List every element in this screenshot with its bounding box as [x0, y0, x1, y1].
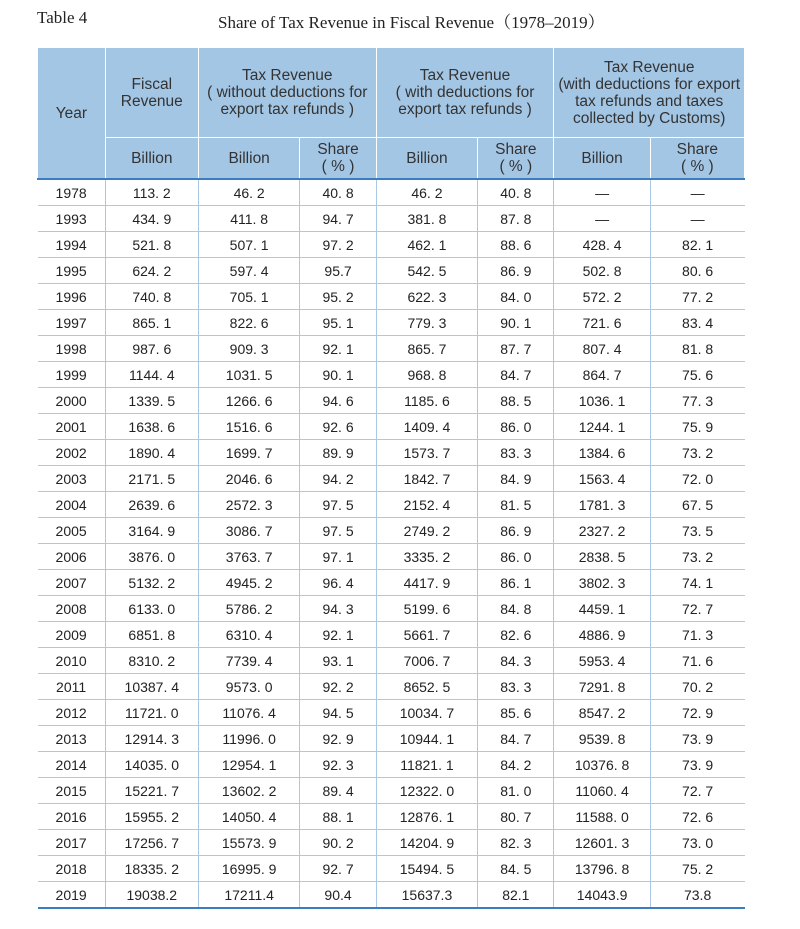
- cell-tax-customs-share: 77. 2: [650, 284, 744, 310]
- header-billion: Billion: [554, 138, 650, 180]
- cell-tax-with-share: 81. 0: [478, 778, 554, 804]
- table-body: [38, 179, 745, 908]
- table-row: [38, 752, 745, 778]
- cell-tax-customs-share: 72. 7: [650, 596, 744, 622]
- cell-year: 2000: [38, 388, 106, 414]
- cell-tax-without-billion: 507. 1: [198, 232, 300, 258]
- header-billion: Billion: [376, 138, 478, 180]
- cell-tax-without-billion: 12954. 1: [198, 752, 300, 778]
- cell-tax-with-billion: 779. 3: [376, 310, 478, 336]
- cell-tax-without-share: 96. 4: [300, 570, 376, 596]
- cell-tax-without-share: 94. 6: [300, 388, 376, 414]
- cell-tax-customs-share: 73. 9: [650, 726, 744, 752]
- cell-fiscal-revenue: 521. 8: [105, 232, 198, 258]
- cell-tax-without-billion: 13602. 2: [198, 778, 300, 804]
- cell-tax-customs-billion: 3802. 3: [554, 570, 650, 596]
- cell-tax-customs-billion: 1036. 1: [554, 388, 650, 414]
- cell-tax-without-share: 93. 1: [300, 648, 376, 674]
- cell-fiscal-revenue: 987. 6: [105, 336, 198, 362]
- cell-tax-without-share: 92. 1: [300, 336, 376, 362]
- cell-tax-without-share: 94. 3: [300, 596, 376, 622]
- table-row: [38, 336, 745, 362]
- cell-fiscal-revenue: 624. 2: [105, 258, 198, 284]
- cell-tax-without-share: 90. 2: [300, 830, 376, 856]
- cell-tax-with-share: 80. 7: [478, 804, 554, 830]
- cell-fiscal-revenue: 19038.2: [105, 882, 198, 909]
- cell-year: 2016: [38, 804, 106, 830]
- cell-year: 1994: [38, 232, 106, 258]
- cell-year: 2007: [38, 570, 106, 596]
- cell-tax-with-billion: 968. 8: [376, 362, 478, 388]
- table-row: [38, 284, 745, 310]
- cell-tax-with-share: 84. 7: [478, 726, 554, 752]
- cell-tax-with-share: 83. 3: [478, 440, 554, 466]
- cell-tax-without-billion: 11076. 4: [198, 700, 300, 726]
- cell-fiscal-revenue: 14035. 0: [105, 752, 198, 778]
- cell-tax-without-share: 92. 1: [300, 622, 376, 648]
- cell-tax-with-billion: 462. 1: [376, 232, 478, 258]
- cell-fiscal-revenue: 12914. 3: [105, 726, 198, 752]
- cell-tax-customs-billion: 4886. 9: [554, 622, 650, 648]
- cell-year: 2002: [38, 440, 106, 466]
- cell-tax-without-billion: 1516. 6: [198, 414, 300, 440]
- cell-year: 2012: [38, 700, 106, 726]
- cell-tax-with-share: 86. 0: [478, 414, 554, 440]
- cell-year: 2015: [38, 778, 106, 804]
- cell-tax-customs-billion: 8547. 2: [554, 700, 650, 726]
- cell-tax-customs-share: 72. 9: [650, 700, 744, 726]
- cell-year: 2014: [38, 752, 106, 778]
- table-row: [38, 830, 745, 856]
- cell-tax-with-billion: 12322. 0: [376, 778, 478, 804]
- table-row: [38, 440, 745, 466]
- cell-tax-customs-share: 75. 2: [650, 856, 744, 882]
- cell-tax-without-billion: 14050. 4: [198, 804, 300, 830]
- header-fiscal-revenue: Fiscal Revenue: [105, 48, 198, 138]
- table-row: [38, 856, 745, 882]
- cell-fiscal-revenue: 6851. 8: [105, 622, 198, 648]
- table-row: [38, 882, 745, 909]
- cell-tax-customs-billion: —: [554, 179, 650, 206]
- cell-tax-without-billion: 597. 4: [198, 258, 300, 284]
- cell-fiscal-revenue: 740. 8: [105, 284, 198, 310]
- cell-tax-with-billion: 10034. 7: [376, 700, 478, 726]
- cell-tax-with-billion: 542. 5: [376, 258, 478, 284]
- cell-tax-with-billion: 10944. 1: [376, 726, 478, 752]
- table-row: [38, 310, 745, 336]
- cell-tax-with-share: 84. 9: [478, 466, 554, 492]
- cell-fiscal-revenue: 2171. 5: [105, 466, 198, 492]
- cell-tax-customs-share: 83. 4: [650, 310, 744, 336]
- cell-year: 2004: [38, 492, 106, 518]
- cell-tax-without-share: 89. 9: [300, 440, 376, 466]
- cell-tax-without-share: 94. 2: [300, 466, 376, 492]
- cell-tax-customs-billion: 13796. 8: [554, 856, 650, 882]
- cell-tax-without-share: 92. 6: [300, 414, 376, 440]
- table-row: [38, 726, 745, 752]
- cell-tax-customs-billion: 14043.9: [554, 882, 650, 909]
- cell-tax-with-billion: 11821. 1: [376, 752, 478, 778]
- table-row: [38, 596, 745, 622]
- cell-tax-without-share: 94. 7: [300, 206, 376, 232]
- cell-tax-customs-billion: 502. 8: [554, 258, 650, 284]
- cell-tax-customs-billion: 428. 4: [554, 232, 650, 258]
- cell-tax-customs-billion: 11588. 0: [554, 804, 650, 830]
- cell-tax-with-share: 84. 2: [478, 752, 554, 778]
- table-row: [38, 179, 745, 206]
- cell-tax-with-share: 84. 3: [478, 648, 554, 674]
- cell-tax-with-billion: 865. 7: [376, 336, 478, 362]
- cell-tax-without-billion: 705. 1: [198, 284, 300, 310]
- table-row: [38, 206, 745, 232]
- table-row: [38, 232, 745, 258]
- cell-tax-customs-share: 82. 1: [650, 232, 744, 258]
- cell-year: 1998: [38, 336, 106, 362]
- cell-fiscal-revenue: 5132. 2: [105, 570, 198, 596]
- cell-tax-without-share: 40. 8: [300, 179, 376, 206]
- table-row: [38, 518, 745, 544]
- cell-tax-with-billion: 5661. 7: [376, 622, 478, 648]
- tax-share-table: [37, 47, 745, 909]
- cell-tax-customs-billion: 1781. 3: [554, 492, 650, 518]
- header-share: Share ( % ): [478, 138, 554, 180]
- cell-tax-without-share: 92. 9: [300, 726, 376, 752]
- header-tax-without-deductions: Tax Revenue ( without deductions for export tax refunds ): [198, 48, 376, 138]
- cell-tax-without-billion: 1699. 7: [198, 440, 300, 466]
- cell-tax-with-share: 88. 5: [478, 388, 554, 414]
- cell-tax-with-billion: 381. 8: [376, 206, 478, 232]
- cell-tax-customs-share: 73. 2: [650, 544, 744, 570]
- cell-year: 2008: [38, 596, 106, 622]
- cell-year: 2013: [38, 726, 106, 752]
- table-row: [38, 674, 745, 700]
- header-billion: Billion: [105, 138, 198, 180]
- cell-fiscal-revenue: 1638. 6: [105, 414, 198, 440]
- table-row: [38, 258, 745, 284]
- cell-tax-without-billion: 46. 2: [198, 179, 300, 206]
- cell-tax-without-share: 95.7: [300, 258, 376, 284]
- cell-tax-with-billion: 46. 2: [376, 179, 478, 206]
- cell-tax-without-billion: 7739. 4: [198, 648, 300, 674]
- cell-year: 1997: [38, 310, 106, 336]
- cell-tax-customs-billion: 5953. 4: [554, 648, 650, 674]
- cell-tax-with-share: 84. 8: [478, 596, 554, 622]
- cell-year: 1999: [38, 362, 106, 388]
- cell-tax-customs-billion: 807. 4: [554, 336, 650, 362]
- header-tax-with-deductions: Tax Revenue ( with deductions for export tax refunds ): [376, 48, 554, 138]
- cell-tax-with-share: 83. 3: [478, 674, 554, 700]
- cell-tax-without-billion: 6310. 4: [198, 622, 300, 648]
- cell-fiscal-revenue: 434. 9: [105, 206, 198, 232]
- cell-tax-with-share: 86. 0: [478, 544, 554, 570]
- cell-tax-customs-billion: 721. 6: [554, 310, 650, 336]
- cell-tax-without-share: 92. 7: [300, 856, 376, 882]
- table-row: [38, 570, 745, 596]
- cell-tax-without-billion: 1266. 6: [198, 388, 300, 414]
- cell-tax-with-share: 86. 9: [478, 518, 554, 544]
- cell-tax-with-billion: 14204. 9: [376, 830, 478, 856]
- cell-fiscal-revenue: 3876. 0: [105, 544, 198, 570]
- cell-tax-with-billion: 1409. 4: [376, 414, 478, 440]
- cell-tax-customs-billion: 10376. 8: [554, 752, 650, 778]
- cell-tax-with-share: 81. 5: [478, 492, 554, 518]
- cell-year: 2010: [38, 648, 106, 674]
- cell-tax-with-billion: 7006. 7: [376, 648, 478, 674]
- cell-tax-with-share: 85. 6: [478, 700, 554, 726]
- cell-fiscal-revenue: 865. 1: [105, 310, 198, 336]
- cell-tax-customs-share: —: [650, 206, 744, 232]
- cell-tax-customs-share: 73. 5: [650, 518, 744, 544]
- cell-tax-with-billion: 15494. 5: [376, 856, 478, 882]
- cell-tax-without-billion: 909. 3: [198, 336, 300, 362]
- cell-tax-without-share: 97. 5: [300, 492, 376, 518]
- cell-tax-with-billion: 2749. 2: [376, 518, 478, 544]
- cell-tax-customs-share: 74. 1: [650, 570, 744, 596]
- cell-year: 2001: [38, 414, 106, 440]
- cell-tax-without-share: 95. 2: [300, 284, 376, 310]
- cell-tax-customs-billion: 2838. 5: [554, 544, 650, 570]
- cell-tax-with-share: 82.1: [478, 882, 554, 909]
- cell-year: 2018: [38, 856, 106, 882]
- cell-tax-customs-billion: 1244. 1: [554, 414, 650, 440]
- cell-fiscal-revenue: 1144. 4: [105, 362, 198, 388]
- cell-fiscal-revenue: 17256. 7: [105, 830, 198, 856]
- header-billion: Billion: [198, 138, 300, 180]
- cell-year: 2011: [38, 674, 106, 700]
- cell-tax-without-billion: 16995. 9: [198, 856, 300, 882]
- cell-fiscal-revenue: 15955. 2: [105, 804, 198, 830]
- cell-tax-customs-share: 73. 0: [650, 830, 744, 856]
- cell-tax-with-billion: 3335. 2: [376, 544, 478, 570]
- table-label: Table 4: [37, 8, 88, 27]
- cell-fiscal-revenue: 11721. 0: [105, 700, 198, 726]
- cell-fiscal-revenue: 3164. 9: [105, 518, 198, 544]
- cell-year: 1978: [38, 179, 106, 206]
- cell-tax-with-share: 86. 9: [478, 258, 554, 284]
- cell-tax-without-billion: 3086. 7: [198, 518, 300, 544]
- cell-tax-with-share: 40. 8: [478, 179, 554, 206]
- cell-tax-without-billion: 11996. 0: [198, 726, 300, 752]
- cell-tax-without-billion: 822. 6: [198, 310, 300, 336]
- cell-fiscal-revenue: 1339. 5: [105, 388, 198, 414]
- header-year: Year: [38, 48, 106, 180]
- table-row: [38, 414, 745, 440]
- cell-tax-with-billion: 5199. 6: [376, 596, 478, 622]
- cell-tax-with-billion: 15637.3: [376, 882, 478, 909]
- table-row: [38, 700, 745, 726]
- cell-tax-customs-share: 67. 5: [650, 492, 744, 518]
- cell-tax-with-billion: 1573. 7: [376, 440, 478, 466]
- table-row: [38, 544, 745, 570]
- cell-tax-customs-share: 80. 6: [650, 258, 744, 284]
- cell-tax-customs-share: 73.8: [650, 882, 744, 909]
- cell-year: 2003: [38, 466, 106, 492]
- cell-fiscal-revenue: 10387. 4: [105, 674, 198, 700]
- cell-tax-customs-billion: 9539. 8: [554, 726, 650, 752]
- cell-tax-with-share: 87. 8: [478, 206, 554, 232]
- cell-tax-customs-share: 72. 0: [650, 466, 744, 492]
- cell-tax-without-billion: 15573. 9: [198, 830, 300, 856]
- cell-fiscal-revenue: 18335. 2: [105, 856, 198, 882]
- cell-tax-without-share: 92. 3: [300, 752, 376, 778]
- cell-tax-with-share: 88. 6: [478, 232, 554, 258]
- cell-tax-customs-billion: 2327. 2: [554, 518, 650, 544]
- cell-year: 1995: [38, 258, 106, 284]
- cell-tax-with-share: 90. 1: [478, 310, 554, 336]
- cell-tax-with-share: 82. 6: [478, 622, 554, 648]
- cell-tax-with-billion: 4417. 9: [376, 570, 478, 596]
- cell-tax-with-billion: 8652. 5: [376, 674, 478, 700]
- cell-tax-with-billion: 1185. 6: [376, 388, 478, 414]
- cell-tax-with-billion: 1842. 7: [376, 466, 478, 492]
- cell-tax-customs-billion: 864. 7: [554, 362, 650, 388]
- cell-tax-without-billion: 1031. 5: [198, 362, 300, 388]
- cell-tax-without-share: 97. 5: [300, 518, 376, 544]
- cell-tax-customs-share: 81. 8: [650, 336, 744, 362]
- table-row: [38, 362, 745, 388]
- cell-year: 1996: [38, 284, 106, 310]
- cell-tax-without-share: 97. 1: [300, 544, 376, 570]
- table-row: [38, 388, 745, 414]
- cell-tax-customs-billion: 4459. 1: [554, 596, 650, 622]
- cell-tax-with-share: 84. 5: [478, 856, 554, 882]
- cell-fiscal-revenue: 6133. 0: [105, 596, 198, 622]
- cell-tax-customs-share: 71. 3: [650, 622, 744, 648]
- cell-tax-with-billion: 12876. 1: [376, 804, 478, 830]
- cell-tax-customs-billion: 1563. 4: [554, 466, 650, 492]
- cell-tax-without-billion: 2046. 6: [198, 466, 300, 492]
- table-row: [38, 804, 745, 830]
- cell-tax-with-share: 84. 0: [478, 284, 554, 310]
- cell-tax-customs-share: 73. 9: [650, 752, 744, 778]
- cell-tax-without-share: 92. 2: [300, 674, 376, 700]
- cell-tax-with-share: 86. 1: [478, 570, 554, 596]
- cell-fiscal-revenue: 8310. 2: [105, 648, 198, 674]
- cell-tax-without-billion: 2572. 3: [198, 492, 300, 518]
- header-tax-customs-deductions: Tax Revenue (with deductions for export tax refunds and taxes collected by Customs): [554, 48, 745, 138]
- cell-tax-customs-billion: 12601. 3: [554, 830, 650, 856]
- cell-tax-without-billion: 17211.4: [198, 882, 300, 909]
- cell-tax-without-share: 89. 4: [300, 778, 376, 804]
- cell-year: 2005: [38, 518, 106, 544]
- header-share: Share ( % ): [300, 138, 376, 180]
- header-share: Share ( % ): [650, 138, 744, 180]
- cell-tax-with-share: 84. 7: [478, 362, 554, 388]
- cell-tax-with-share: 82. 3: [478, 830, 554, 856]
- table-title: Share of Tax Revenue in Fiscal Revenue（1978–2019）: [218, 13, 605, 32]
- cell-tax-with-billion: 622. 3: [376, 284, 478, 310]
- cell-tax-without-billion: 5786. 2: [198, 596, 300, 622]
- cell-tax-customs-share: 71. 6: [650, 648, 744, 674]
- cell-year: 2017: [38, 830, 106, 856]
- cell-year: 2019: [38, 882, 106, 909]
- cell-fiscal-revenue: 113. 2: [105, 179, 198, 206]
- table-row: [38, 492, 745, 518]
- cell-tax-without-billion: 9573. 0: [198, 674, 300, 700]
- cell-fiscal-revenue: 15221. 7: [105, 778, 198, 804]
- table-row: [38, 648, 745, 674]
- cell-tax-customs-billion: 11060. 4: [554, 778, 650, 804]
- table-row: [38, 778, 745, 804]
- cell-tax-without-share: 90.4: [300, 882, 376, 909]
- cell-tax-customs-share: 75. 9: [650, 414, 744, 440]
- cell-fiscal-revenue: 2639. 6: [105, 492, 198, 518]
- cell-tax-customs-billion: —: [554, 206, 650, 232]
- cell-tax-customs-billion: 572. 2: [554, 284, 650, 310]
- cell-tax-customs-billion: 1384. 6: [554, 440, 650, 466]
- cell-tax-without-billion: 3763. 7: [198, 544, 300, 570]
- cell-tax-customs-share: —: [650, 179, 744, 206]
- cell-fiscal-revenue: 1890. 4: [105, 440, 198, 466]
- table-row: [38, 622, 745, 648]
- cell-tax-without-share: 97. 2: [300, 232, 376, 258]
- cell-tax-without-billion: 411. 8: [198, 206, 300, 232]
- cell-tax-customs-share: 73. 2: [650, 440, 744, 466]
- table-row: [38, 466, 745, 492]
- cell-tax-with-share: 87. 7: [478, 336, 554, 362]
- cell-tax-without-share: 90. 1: [300, 362, 376, 388]
- cell-tax-without-share: 88. 1: [300, 804, 376, 830]
- cell-tax-customs-billion: 7291. 8: [554, 674, 650, 700]
- cell-tax-customs-share: 72. 7: [650, 778, 744, 804]
- cell-tax-customs-share: 72. 6: [650, 804, 744, 830]
- cell-year: 2009: [38, 622, 106, 648]
- cell-tax-customs-share: 77. 3: [650, 388, 744, 414]
- cell-tax-with-billion: 2152. 4: [376, 492, 478, 518]
- cell-tax-customs-share: 70. 2: [650, 674, 744, 700]
- cell-tax-customs-share: 75. 6: [650, 362, 744, 388]
- cell-year: 2006: [38, 544, 106, 570]
- cell-year: 1993: [38, 206, 106, 232]
- cell-tax-without-share: 94. 5: [300, 700, 376, 726]
- cell-tax-without-share: 95. 1: [300, 310, 376, 336]
- cell-tax-without-billion: 4945. 2: [198, 570, 300, 596]
